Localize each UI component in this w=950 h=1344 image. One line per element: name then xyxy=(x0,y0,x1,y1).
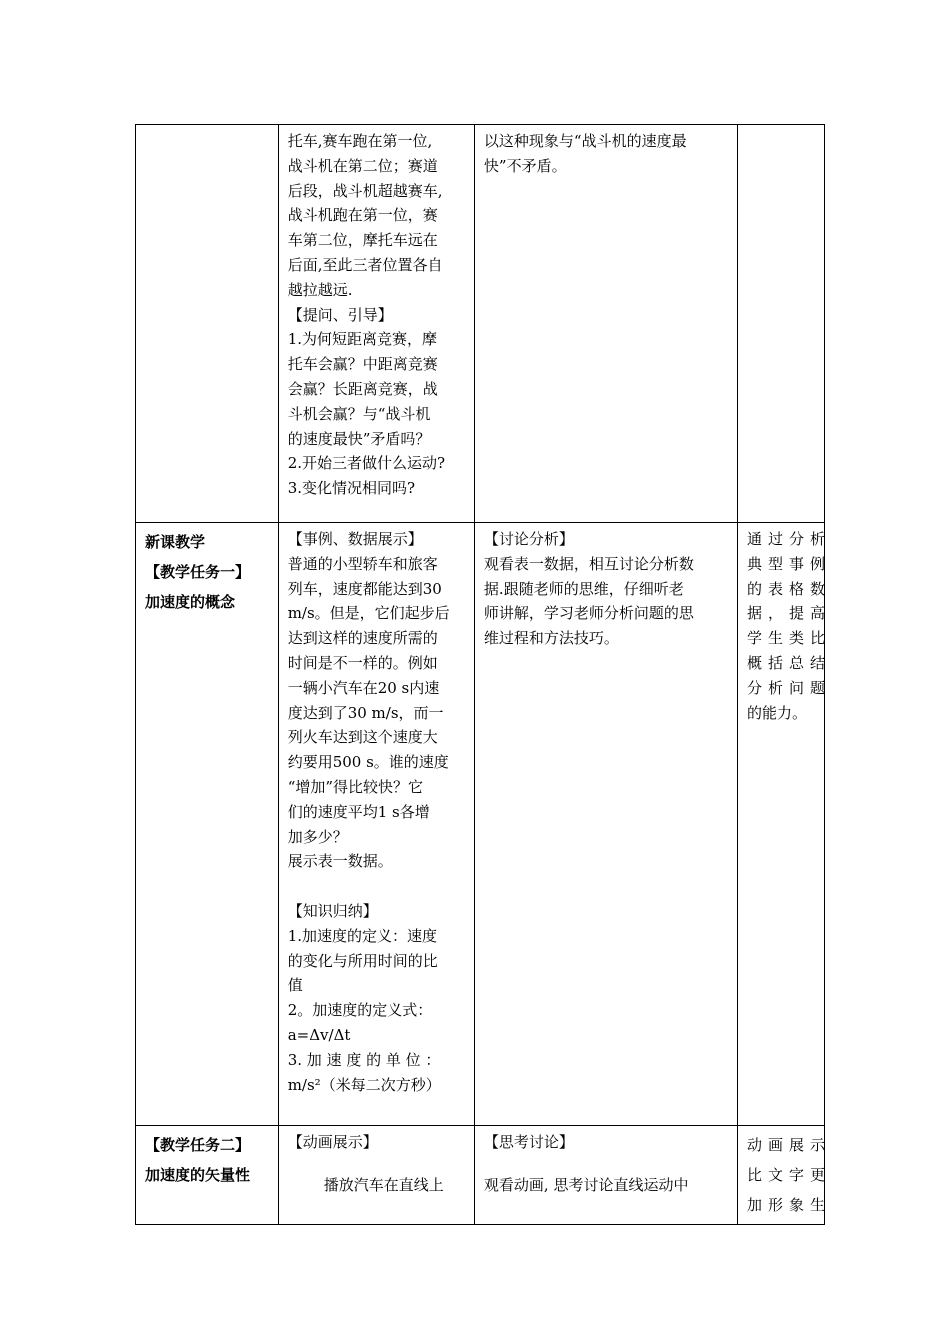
text-line: 展示表一数据。 xyxy=(287,852,393,871)
row3-col3-cell xyxy=(474,1126,737,1225)
text-line: 1.为何短距离竞赛，摩 xyxy=(287,330,438,349)
row2-col4-cell xyxy=(738,523,832,1126)
text-line: 动画展示 xyxy=(747,1136,832,1154)
section-heading: 【事例、数据展示】 xyxy=(287,530,423,548)
section-heading: 【讨论分析】 xyxy=(483,530,574,548)
text-line: 3. 加 速 度 的 单 位 ： xyxy=(287,1050,441,1069)
text-line: 2。加速度的定义式： xyxy=(287,1001,433,1020)
row1-col2-cell xyxy=(278,125,474,523)
blank-line xyxy=(288,1155,466,1173)
text-line: 1.加速度的定义：速度 xyxy=(287,926,438,945)
text-line: 战斗机跑在第一位，赛 xyxy=(287,206,438,225)
text-line: 学生类比 xyxy=(747,629,832,648)
stage-title: 新课教学 xyxy=(145,533,206,551)
row2-col2-cell xyxy=(278,523,474,1126)
text-line: 战斗机在第二位；赛道 xyxy=(287,156,438,175)
table-row xyxy=(136,523,825,1126)
text-line: 比文字更 xyxy=(747,1166,832,1184)
row3-col4-cell xyxy=(738,1126,832,1225)
text-line: 快”不矛盾。 xyxy=(483,156,567,175)
text-line: m/s²（米每二次方秒） xyxy=(287,1075,441,1094)
text-line: 观看动画, 思考讨论直线运动中 xyxy=(483,1175,689,1194)
row2-col1-cell xyxy=(136,523,279,1126)
task-topic: 加速度的概念 xyxy=(145,593,236,611)
table-row xyxy=(136,125,825,523)
text-line: 托车会赢？中距离竞赛 xyxy=(287,355,438,374)
section-heading: 【思考讨论】 xyxy=(483,1133,574,1151)
text-line: 维过程和方法技巧。 xyxy=(483,629,619,648)
text-line: 度达到了30 m/s，而一 xyxy=(287,703,444,722)
row2-col3-cell xyxy=(474,523,737,1126)
text-line: 播放汽车在直线上 xyxy=(323,1175,444,1194)
text-line: 普通的小型轿车和旅客 xyxy=(287,554,438,573)
row1-col1-cell xyxy=(136,125,279,523)
text-line: 的速度最快”矛盾吗？ xyxy=(287,429,431,448)
text-line: 越拉越远. xyxy=(287,280,353,299)
text-line: 概括总结 xyxy=(747,653,832,672)
text-line: 典型事例 xyxy=(747,554,832,573)
text-line: m/s。但是，它们起步后 xyxy=(287,604,450,623)
row3-col1-cell xyxy=(136,1126,279,1225)
text-line: 据.跟随老师的思维，仔细听老 xyxy=(483,579,684,598)
row3-col2-cell xyxy=(278,1126,474,1225)
text-line: 一辆小汽车在20 s内速 xyxy=(287,678,440,697)
row1-col3-cell xyxy=(474,125,737,523)
text-line: 后段，战斗机超越赛车, xyxy=(287,181,443,200)
text-line: 3.变化情况相同吗? xyxy=(287,479,416,498)
section-heading: 【知识归纳】 xyxy=(287,901,378,920)
text-line: 值 xyxy=(287,976,303,995)
text-line: 达到这样的速度所需的 xyxy=(287,629,438,648)
text-line: 加形象生 xyxy=(747,1196,832,1214)
text-line: 的表格数 xyxy=(747,579,832,598)
text-line: 通过分析 xyxy=(747,530,832,548)
text-line: 托车,赛车跑在第一位, xyxy=(287,132,433,150)
text-line: 加多少？ xyxy=(287,827,348,846)
text-line: 约要用500 s。谁的速度 xyxy=(287,753,449,772)
formula: a=Δv/Δt xyxy=(287,1025,351,1044)
row1-col4-cell xyxy=(738,125,825,523)
text-line: 分析问题 xyxy=(747,678,832,697)
text-line: 后面,至此三者位置各自 xyxy=(287,255,443,274)
text-line: 斗机会赢？与“战斗机 xyxy=(287,404,431,423)
text-line: 列车，速度都能达到30 xyxy=(287,579,442,598)
section-heading: 【动画展示】 xyxy=(287,1133,378,1151)
text-line: 观看表一数据，相互讨论分析数 xyxy=(483,554,694,573)
text-line: 据，提高 xyxy=(747,604,832,623)
task-title: 【教学任务一】 xyxy=(145,563,251,581)
text-line: 的变化与所用时间的比 xyxy=(287,951,438,970)
text-line: “增加”得比较快？它 xyxy=(287,777,424,796)
text-line: 师讲解，学习老师分析问题的思 xyxy=(483,604,694,623)
text-line: 以这种现象与“战斗机的速度最 xyxy=(483,132,687,150)
table-row xyxy=(136,1126,825,1225)
text-line: 会赢？长距离竞赛，战 xyxy=(287,379,438,398)
blank-line xyxy=(484,1155,729,1173)
text-line: 们的速度平均1 s各增 xyxy=(287,802,430,821)
text-line: 2.开始三者做什么运动? xyxy=(287,454,446,473)
blank-line xyxy=(288,874,466,899)
text-line: 的能力。 xyxy=(747,703,808,722)
section-heading: 【提问、引导】 xyxy=(287,305,393,324)
task-title: 【教学任务二】 xyxy=(145,1136,251,1154)
task-topic: 加速度的矢量性 xyxy=(145,1166,251,1184)
text-line: 时间是不一样的。例如 xyxy=(287,653,438,672)
lesson-plan-table xyxy=(135,124,832,1225)
text-line: 列火车达到这个速度大 xyxy=(287,728,438,747)
text-line: 车第二位，摩托车远在 xyxy=(287,231,438,250)
